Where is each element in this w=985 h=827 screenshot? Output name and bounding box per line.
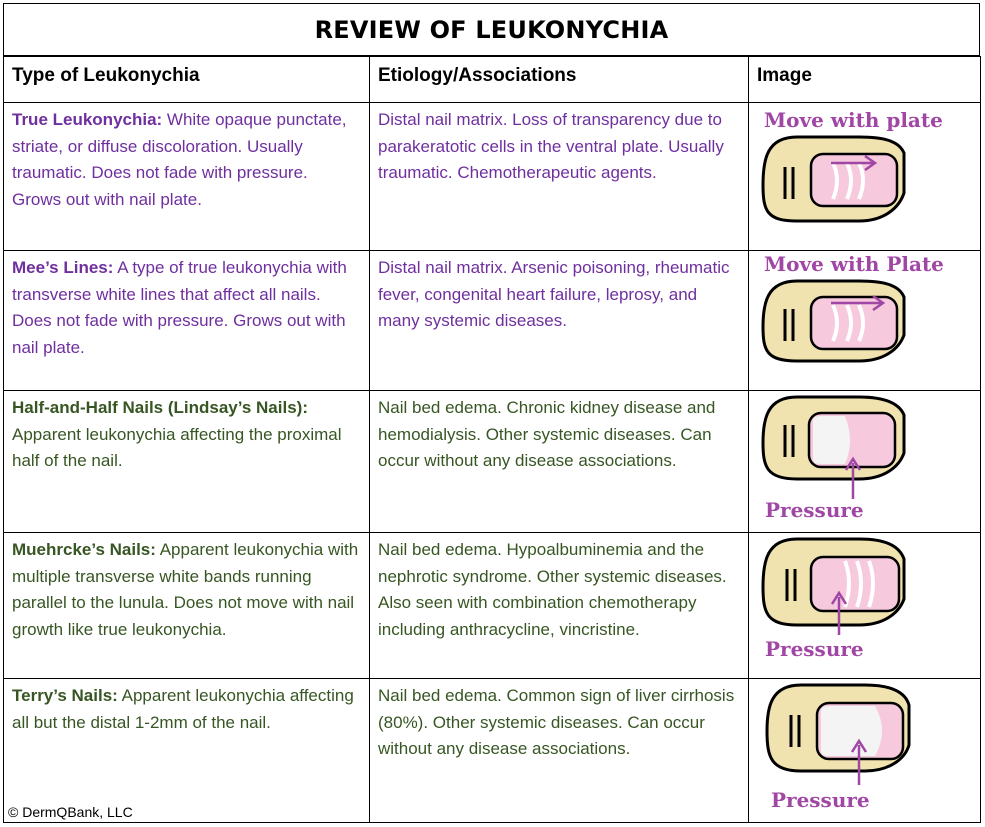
type-name: Half-and-Half Nails (Lindsay’s Nails): [12, 398, 308, 417]
type-cell [4, 679, 370, 823]
type-name: Muehrcke’s Nails: [12, 540, 156, 559]
image-cell [749, 251, 981, 391]
type-cell [4, 103, 370, 251]
half-and-half-illustration [749, 391, 981, 533]
image-label: Pressure [765, 498, 864, 522]
type-name: Mee’s Lines: [12, 258, 114, 277]
table-row [4, 679, 981, 823]
header-image: Image [749, 57, 981, 103]
mees-lines-illustration [749, 251, 981, 391]
type-cell [4, 251, 370, 391]
muehrcke-illustration [749, 533, 981, 679]
type-cell [4, 391, 370, 533]
table-row [4, 533, 981, 679]
type-name: True Leukonychia: [12, 110, 163, 129]
copyright-notice: © DermQBank, LLC [8, 804, 133, 820]
header-type: Type of Leukonychia [4, 57, 370, 103]
image-cell [749, 391, 981, 533]
table-row [4, 103, 981, 251]
etiology-cell: Nail bed edema. Chronic kidney disease and hemodialysis. Other systemic diseases. Can occur without any disease associations. [370, 391, 749, 533]
true-leukonychia-illustration [749, 103, 981, 251]
page-title: REVIEW OF LEUKONYCHIA [314, 15, 669, 44]
table-row [4, 391, 981, 533]
type-description: Apparent leukonychia affecting all but the distal 1-2mm of the nail. [12, 686, 354, 732]
header-etiology: Etiology/Associations [370, 57, 749, 103]
image-cell [749, 679, 981, 823]
type-cell [4, 533, 370, 679]
image-label: Pressure [771, 788, 870, 812]
type-description: Apparent leukonychia affecting the proximal half of the nail. [12, 424, 342, 470]
etiology-cell: Distal nail matrix. Arsenic poisoning, rheumatic fever, congenital heart failure, leprosy, and many systemic diseases. [370, 251, 749, 391]
image-cell [749, 533, 981, 679]
type-name: Terry’s Nails: [12, 686, 118, 705]
etiology-cell: Nail bed edema. Hypoalbuminemia and the nephrotic syndrome. Other systemic diseases. Also seen with combination chemotherapy including anthracycline, vincristine. [370, 533, 749, 679]
type-description: A type of true leukonychia with transverse white lines that affect all nails. Does not fade with pressure. Grows out with nail plate. [12, 258, 347, 357]
image-label: Move with Plate [764, 252, 944, 276]
white-nail-area [821, 706, 882, 756]
leukonychia-table [3, 56, 981, 823]
image-cell [749, 103, 981, 251]
image-label: Move with plate [764, 108, 943, 132]
etiology-cell: Nail bed edema. Common sign of liver cirrhosis (80%). Other systemic diseases. Can occur without any disease associations. [370, 679, 749, 823]
type-description: Apparent leukonychia with multiple transverse white bands running parallel to the lunula. Does not move with nail growth like true leukonychia. [12, 540, 359, 639]
table-row [4, 251, 981, 391]
nail-plate [811, 557, 899, 611]
etiology-cell: Distal nail matrix. Loss of transparency due to parakeratotic cells in the ventral plate. Usually traumatic. Chemotherapeutic agents. [370, 103, 749, 251]
white-proximal-half [813, 416, 850, 464]
table-header-row [4, 57, 981, 103]
image-label: Pressure [765, 637, 864, 661]
terrys-nails-illustration [749, 679, 981, 823]
title-box [3, 3, 980, 56]
type-description: White opaque punctate, striate, or diffuse discoloration. Usually traumatic. Does not fade with pressure. Grows out with nail plate. [12, 110, 347, 209]
nail-plate [811, 297, 897, 349]
